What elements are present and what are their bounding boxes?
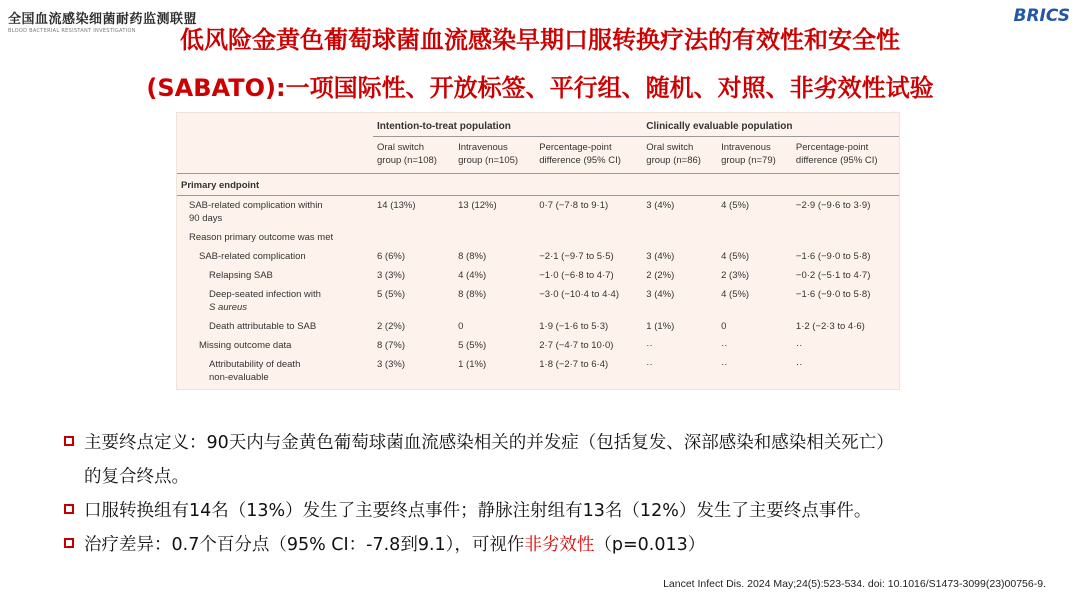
table-cell: ·· — [721, 359, 728, 370]
table-cell: 0 — [721, 321, 727, 332]
table-cell: 14 (13%) — [377, 200, 416, 211]
table-cell: 1·8 (−2·7 to 6·4) — [539, 359, 609, 370]
table-row — [177, 336, 899, 355]
org-name-cn: 全国血流感染细菌耐药监测联盟 — [8, 12, 198, 27]
citation: Lancet Infect Dis. 2024 May;24(5):523-534. doi: 10.1016/S1473-3099(23)00756-9. — [663, 578, 1046, 590]
highlight-text: 非劣效性 — [524, 535, 595, 555]
table-cell: 1·9 (−1·6 to 5·3) — [539, 321, 609, 332]
section-row — [177, 174, 899, 196]
table-cell — [642, 228, 717, 247]
table-cell: 3 (3%) — [377, 270, 405, 281]
table-cell: 2 (2%) — [377, 321, 405, 332]
table-cell — [373, 228, 454, 247]
row-label: Reason primary outcome was met — [189, 232, 334, 243]
table-cell: 5 (5%) — [377, 289, 405, 300]
table-row — [177, 355, 899, 387]
table-cell: 8 (7%) — [377, 340, 405, 351]
table-cell: 1·2 (−2·3 to 4·6) — [795, 321, 865, 332]
column-header: Percentage-point difference (95% CI) — [535, 137, 642, 174]
table-row — [177, 228, 899, 247]
bullet-list — [64, 426, 1054, 562]
table-cell — [535, 228, 642, 247]
table-cell: 8 (8%) — [458, 251, 487, 262]
table-body — [177, 174, 899, 388]
table-cell: 0 — [458, 321, 464, 332]
column-header: Intravenous group (n=79) — [717, 137, 792, 174]
table-cell: ·· — [646, 340, 653, 351]
group-header-ce: Clinically evaluable population — [642, 113, 899, 137]
bullet-text: 主要终点定义：90天内与金黄色葡萄球菌血流感染相关的并发症（包括复发、深部感染和感染相关死亡） — [84, 433, 894, 453]
org-name-en: BLOOD BACTERIAL RESISTANT INVESTIGATION — [8, 28, 136, 34]
table-cell: ·· — [795, 340, 803, 351]
row-label: Death attributable to SAB — [209, 321, 317, 332]
table-cell: 4 (4%) — [458, 270, 487, 281]
column-header: Oral switch group (n=108) — [373, 137, 454, 174]
row-label: SAB-related complication within 90 days — [189, 200, 323, 224]
table-cell: 4 (5%) — [721, 289, 750, 300]
table-cell: 6 (6%) — [377, 251, 405, 262]
bullet-text: 治疗差异：0.7个百分点（95% CI：-7.8到9.1），可视作 — [84, 535, 525, 555]
table-cell: 0·7 (−7·8 to 9·1) — [539, 200, 609, 211]
section-label: Primary endpoint — [177, 174, 899, 196]
table-row — [177, 266, 899, 285]
bullet-text: 口服转换组有14名（13%）发生了主要终点事件；静脉注射组有13名（12%）发生了主要终点事件。 — [84, 501, 872, 521]
table-cell: ·· — [646, 359, 653, 370]
table-cell — [454, 228, 535, 247]
table-row — [177, 196, 899, 229]
group-header-itt: Intention-to-treat population — [373, 113, 642, 137]
table-cell: 3 (4%) — [646, 289, 675, 300]
table-cell: ·· — [721, 340, 728, 351]
bullet-item — [64, 494, 1054, 528]
square-bullet-icon — [64, 538, 74, 548]
table-cell: 1 (1%) — [646, 321, 675, 332]
slide-title-line1: 低风险金黄色葡萄球菌血流感染早期口服转换疗法的有效性和安全性 — [180, 26, 900, 54]
table-row — [177, 317, 899, 336]
table-corner — [177, 113, 373, 137]
table-row — [177, 285, 899, 317]
results-table — [177, 113, 899, 387]
table-row — [177, 247, 899, 266]
row-label: Attributability of death non-evaluable — [209, 359, 301, 383]
row-label: Deep-seated infection with S aureus — [209, 289, 321, 313]
table-cell: 5 (5%) — [458, 340, 487, 351]
table-cell: 1 (1%) — [458, 359, 487, 370]
row-label: Relapsing SAB — [209, 270, 273, 281]
row-label: SAB-related complication — [199, 251, 306, 262]
table-cell: 4 (5%) — [721, 251, 750, 262]
table-cell: −0·2 (−5·1 to 4·7) — [795, 270, 871, 281]
column-header: Intravenous group (n=105) — [454, 137, 535, 174]
table-cell: −1·6 (−9·0 to 5·8) — [795, 289, 871, 300]
table-cell: −1·6 (−9·0 to 5·8) — [795, 251, 871, 262]
bullet-text: （p=0.013） — [594, 535, 706, 555]
column-header-label — [177, 137, 373, 174]
slide-title-line2: (SABATO):一项国际性、开放标签、平行组、随机、对照、非劣效性试验 — [146, 74, 934, 102]
square-bullet-icon — [64, 436, 74, 446]
table-cell: 3 (3%) — [377, 359, 405, 370]
table-cell — [717, 228, 792, 247]
column-header: Percentage-point difference (95% CI) — [792, 137, 899, 174]
table-cell: 13 (12%) — [458, 200, 497, 211]
table-cell: 2 (3%) — [721, 270, 750, 281]
bullet-text: 的复合终点。 — [84, 467, 189, 487]
table-cell: −3·0 (−10·4 to 4·4) — [539, 289, 619, 300]
column-header: Oral switch group (n=86) — [642, 137, 717, 174]
square-bullet-icon — [64, 504, 74, 514]
row-label: Missing outcome data — [199, 340, 292, 351]
table-cell — [792, 228, 899, 247]
bullet-item — [64, 528, 1054, 562]
table-cell: 2·7 (−4·7 to 10·0) — [539, 340, 614, 351]
bullet-continuation — [64, 460, 1054, 494]
table-cell: 4 (5%) — [721, 200, 750, 211]
table-cell: 3 (4%) — [646, 200, 675, 211]
table-cell: −2·9 (−9·6 to 3·9) — [795, 200, 871, 211]
brics-logo-text: BRICS — [1013, 6, 1070, 26]
table-cell: 3 (4%) — [646, 251, 675, 262]
bullet-item — [64, 426, 1054, 460]
table-cell: ·· — [795, 359, 803, 370]
table-cell: 8 (8%) — [458, 289, 487, 300]
table-cell: 2 (2%) — [646, 270, 675, 281]
results-table-figure — [176, 112, 900, 390]
table-cell: −1·0 (−6·8 to 4·7) — [539, 270, 614, 281]
table-cell: −2·1 (−9·7 to 5·5) — [539, 251, 614, 262]
